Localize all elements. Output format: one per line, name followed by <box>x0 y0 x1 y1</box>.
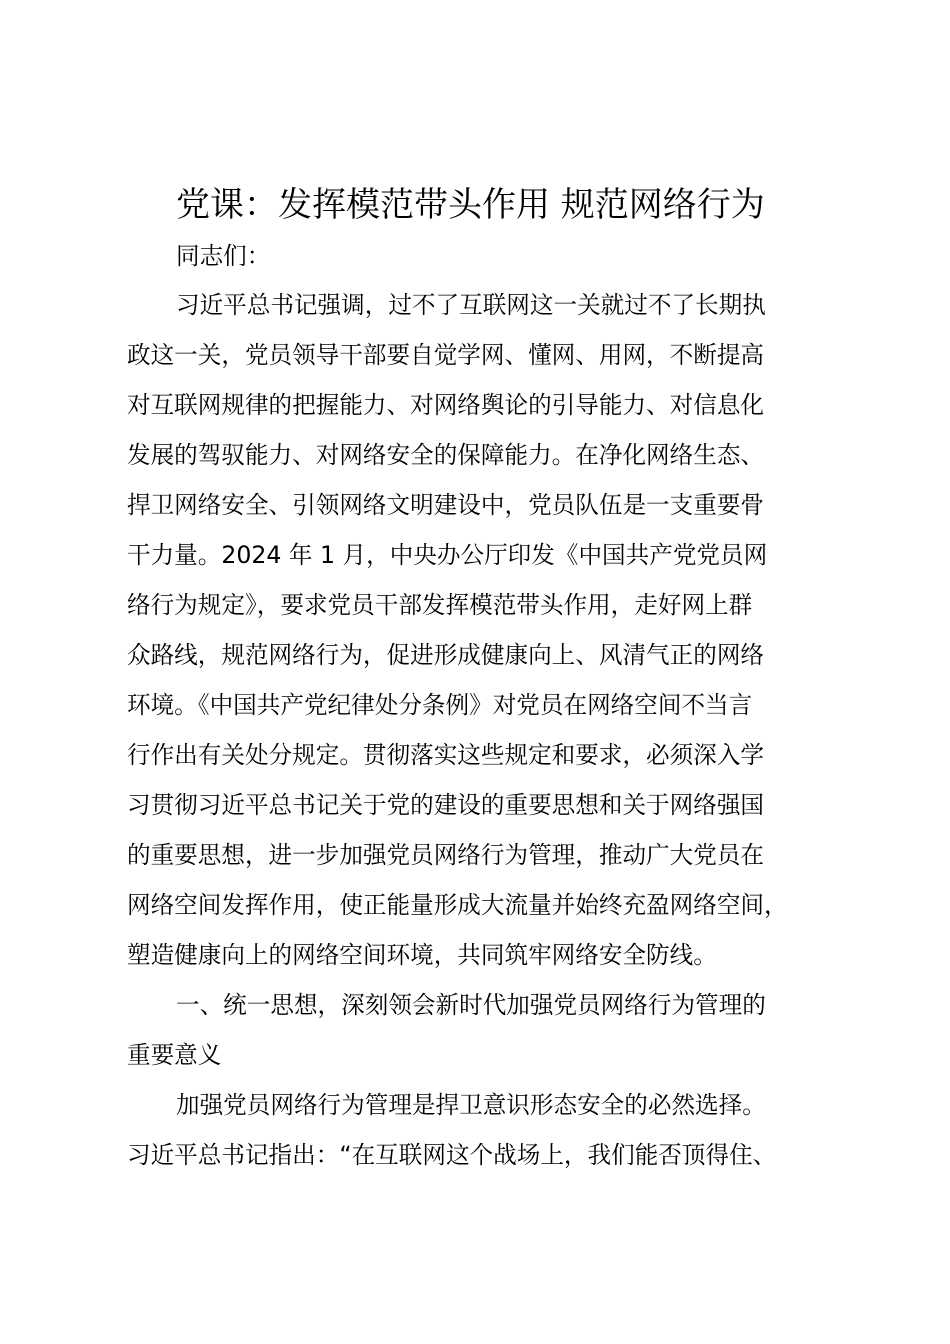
paragraph-line: 行作出有关处分规定。贯彻落实这些规定和要求，必须深入学 <box>127 741 765 769</box>
paragraph-line: 加强党员网络行为管理是捍卫意识形态安全的必然选择。 <box>176 1091 766 1119</box>
paragraph-line: 网络空间发挥作用，使正能量形成大流量并始终充盈网络空间， <box>127 891 788 919</box>
paragraph-line: 捍卫网络安全、引领网络文明建设中，党员队伍是一支重要骨 <box>127 491 765 519</box>
paragraph-line: 众路线，规范网络行为，促进形成健康向上、风清气正的网络 <box>127 641 765 669</box>
paragraph-line: 络行为规定》，要求党员干部发挥模范带头作用，走好网上群 <box>127 591 753 619</box>
paragraph-line: 干力量。2024 年 1 月，中央办公厅印发《中国共产党党员网 <box>127 541 768 569</box>
heading-line: 一、统一思想，深刻领会新时代加强党员网络行为管理的 <box>176 991 766 1019</box>
paragraph-line: 习近平总书记强调，过不了互联网这一关就过不了长期执 <box>176 291 766 319</box>
paragraph-line: 发展的驾驭能力、对网络安全的保障能力。在净化网络生态、 <box>127 441 765 469</box>
paragraph-line: 的重要思想，进一步加强党员网络行为管理，推动广大党员在 <box>127 841 765 869</box>
paragraph-line: 习近平总书记指出：“在互联网这个战场上，我们能否顶得住、 <box>127 1141 777 1169</box>
paragraph-line: 习贯彻习近平总书记关于党的建设的重要思想和关于网络强国 <box>127 791 765 819</box>
paragraph-line: 对互联网规律的把握能力、对网络舆论的引导能力、对信息化 <box>127 391 765 419</box>
paragraph-line: 塑造健康向上的网络空间环境，共同筑牢网络安全防线。 <box>127 941 717 969</box>
document-title: 党课：发挥模范带头作用 规范网络行为 <box>176 185 765 225</box>
salutation: 同志们： <box>176 242 271 270</box>
paragraph-line: 政这一关，党员领导干部要自觉学网、懂网、用网，不断提高 <box>127 341 765 369</box>
paragraph-line: 环境。《中国共产党纪律处分条例》对党员在网络空间不当言 <box>127 691 753 719</box>
heading-line: 重要意义 <box>127 1041 222 1069</box>
